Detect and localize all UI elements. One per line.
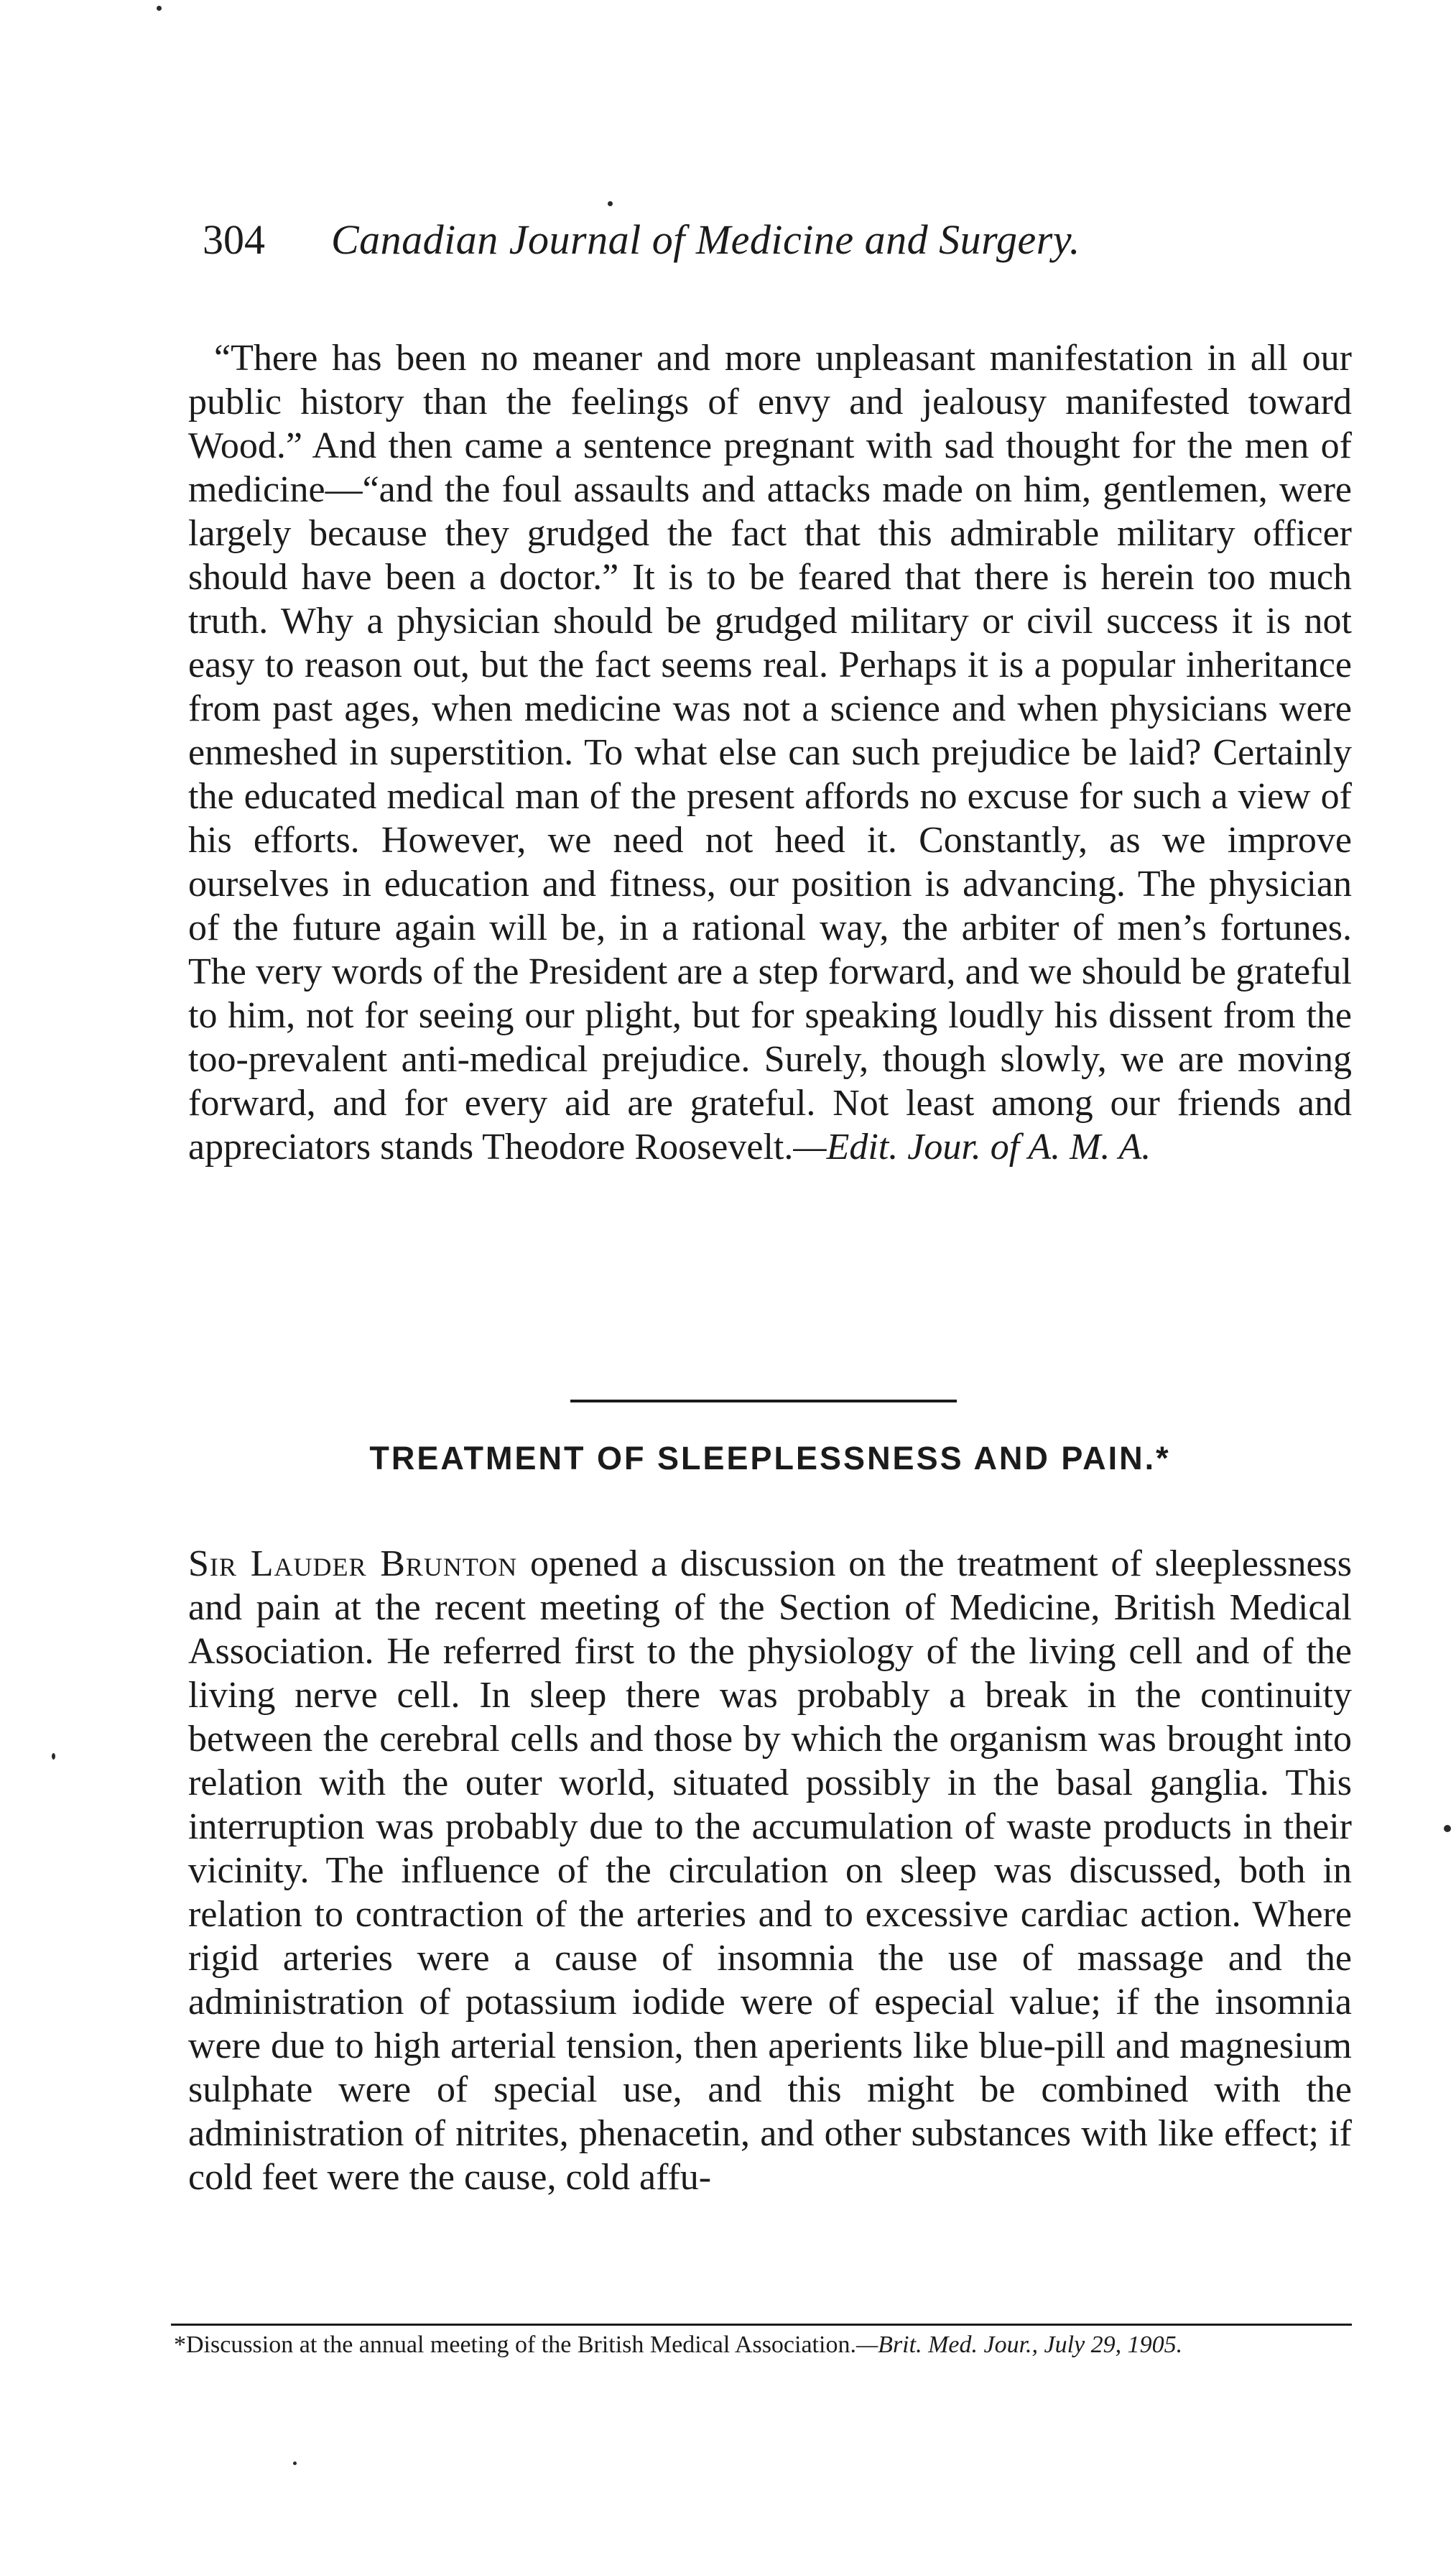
section-2-paragraph [188,1542,1352,2199]
section-1-source: —Edit. Jour. of A. M. A. [793,1127,1151,1168]
page-number: 304 [203,216,265,263]
scan-speck [293,2462,297,2465]
scan-speck [52,1753,55,1760]
footnote-divider [171,2324,1352,2326]
section-1-body [188,336,1352,1169]
running-title: Canadian Journal of Medicine and Surgery. [331,216,1080,263]
scan-speck [157,6,162,11]
section-1-text: “There has been no meaner and more unpleasant manifestation in all our public history than the feelings of envy and jealousy manifested toward Wood.” And then came a sentence pregnant with sad thought for the men of medicine—“and the foul assaults and attacks made on him, gentlemen, were largely because they grudged the fact that this admirable military officer should have been a doctor.” It is to be feared that there is herein too much truth. Why a physician should be grudged military or civil success it is not easy to reason out, but the fact seems real. Perhaps it is a popular inheritance from past ages, when medicine was not a science and when physicians were enmeshed in superstition. To what else can such prejudice be laid? Certainly the educated medical man of the present affords no excuse for such a view of his efforts. However, we need not heed it. Constantly, as we improve ourselves in education and fitness, our position is advancing. The physician of the future again will be, in a rational way, the arbiter of men’s fortunes. The very words of the President are a step forward, and we should be grateful to him, not for seeing our plight, but for speaking loudly his dissent from the too-prevalent anti-medical prejudice. Surely, though slowly, we are moving forward, and for every aid are grateful. Not least among our friends and appreciators stands Theodore Roosevelt. [188,338,1352,1168]
section-2-body [188,1542,1352,2199]
footnote-source: —Brit. Med. Jour., July 29, 1905. [855,2331,1183,2358]
author-name: Sir Lauder Brunton [188,1543,518,1584]
scan-speck [1444,1825,1451,1832]
section-1-paragraph [188,336,1352,1169]
section-divider [570,1400,957,1402]
article-title: TREATMENT OF SLEEPLESSNESS AND PAIN.* [369,1440,1171,1476]
page-header [203,216,1194,302]
footnote [174,2331,1352,2359]
section-2-text: opened a discussion on the treatment of sleeplessness and pain at the recent meeting of the Section of Medicine, British Medical Association. He referred first to the physiology of the living cell and of the living nerve cell. In sleep there was probably a break in the continuity between the cerebral cells and those by which the organism was brought into relation with the outer world, situated possibly in the basal ganglia. This interruption was probably due to the accumulation of waste products in their vicinity. The influence of the circulation on sleep was discussed, both in relation to contraction of the arteries and to excessive cardiac action. Where rigid arteries were a cause of insomnia the use of massage and the administration of potassium iodide were of especial value; if the insomnia were due to high arterial tension, then aperients like blue-pill and magnesium sulphate were of special use, and this might be combined with the administration of nitrites, phenacetin, and other substances with like effect; if cold feet were the cause, cold affu- [188,1543,1352,2198]
footnote-text: *Discussion at the annual meeting of the British Medical Association. [174,2331,856,2358]
scan-speck [608,201,613,206]
